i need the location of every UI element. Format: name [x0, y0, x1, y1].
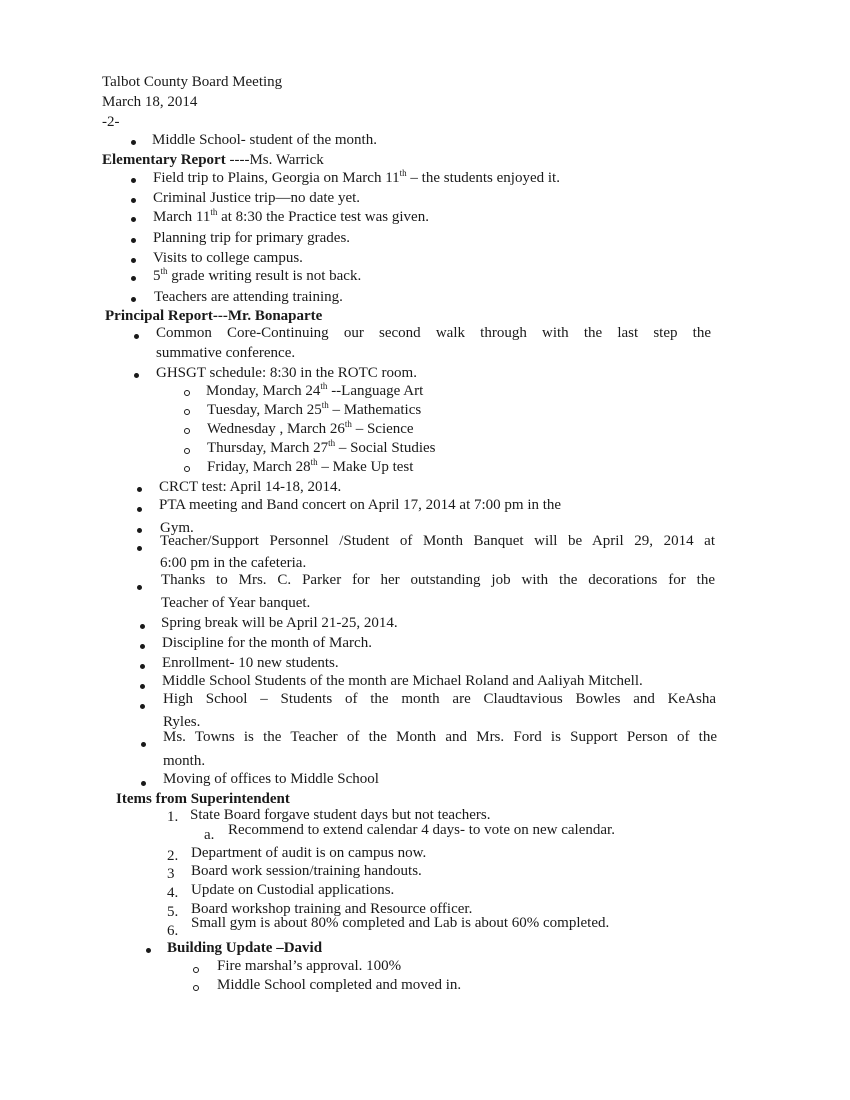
schedule-item [207, 401, 421, 419]
bullet-dot-icon [131, 178, 136, 183]
item-text: – Mathematics [328, 402, 422, 418]
item-text: Friday, March 28 [207, 459, 311, 475]
item-text: at 8:30 the Practice test was given. [217, 209, 429, 225]
bullet-dot-icon [131, 198, 136, 203]
building-item: Middle School completed and moved in. [217, 977, 462, 993]
bullet-dot-icon [131, 217, 136, 222]
list-item: High School – Students of the month are Claudtavious Bowles and KeAsha [163, 691, 716, 707]
header-title: Talbot County Board Meeting [102, 74, 283, 90]
list-item: Middle School- student of the month. [152, 132, 377, 148]
superscript: th [399, 168, 407, 178]
list-item: Enrollment- 10 new students. [162, 655, 339, 671]
bullet-circle-icon [184, 428, 190, 434]
item-text: grade writing result is not back. [167, 268, 362, 284]
list-number: 3 [167, 866, 175, 882]
list-item: Moving of offices to Middle School [163, 771, 379, 787]
list-number: 4. [167, 885, 179, 901]
item-text: Monday, March 24 [206, 383, 321, 399]
list-item-continuation: Teacher of Year banquet. [161, 595, 311, 611]
list-item-continuation: month. [163, 753, 206, 769]
list-item-continuation: Ryles. [163, 714, 201, 730]
schedule-item [207, 420, 414, 438]
list-item: Gym. [160, 520, 194, 536]
section-heading-presenter: ----Ms. Warrick [225, 152, 324, 168]
bullet-dot-icon [134, 334, 139, 339]
section-heading-superintendent: Items from Superintendent [116, 791, 290, 807]
numbered-item: State Board forgave student days but not teachers. [190, 807, 491, 823]
superscript: th [321, 400, 329, 410]
item-text: – the students enjoyed it. [406, 170, 560, 186]
bullet-dot-icon [141, 742, 146, 747]
bullet-dot-icon [137, 507, 142, 512]
superscript: th [160, 266, 168, 276]
section-heading-principal: Principal Report---Mr. Bonaparte [105, 308, 323, 324]
list-item: PTA meeting and Band concert on April 17, 2014 at 7:00 pm in the [159, 497, 562, 513]
list-number: 6. [167, 923, 179, 939]
bullet-dot-icon [140, 644, 145, 649]
list-number: 2. [167, 848, 179, 864]
section-heading-label: Elementary Report [102, 152, 226, 168]
superscript: th [328, 438, 336, 448]
bullet-dot-icon [137, 528, 142, 533]
list-item: Thanks to Mrs. C. Parker for her outstanding job with the decorations for the [161, 572, 715, 588]
superscript: th [320, 381, 328, 391]
schedule-item [207, 458, 413, 476]
numbered-item: Board workshop training and Resource officer. [191, 901, 473, 917]
list-item: Discipline for the month of March. [162, 635, 372, 651]
bullet-circle-icon [184, 448, 190, 454]
item-text: – Make Up test [317, 459, 414, 475]
numbered-item: Small gym is about 80% completed and Lab is about 60% completed. [191, 915, 610, 931]
bullet-dot-icon [131, 140, 136, 145]
list-letter: a. [204, 827, 215, 843]
section-heading-building: Building Update –David [167, 940, 323, 956]
item-text: Field trip to Plains, Georgia on March 11 [153, 170, 400, 186]
item-text: – Science [351, 421, 414, 437]
list-item-continuation: 6:00 pm in the cafeteria. [160, 555, 307, 571]
bullet-circle-icon [193, 967, 199, 973]
page-number: -2- [102, 114, 120, 130]
numbered-item: Department of audit is on campus now. [191, 845, 427, 861]
list-item [153, 267, 361, 285]
building-item: Fire marshal’s approval. 100% [217, 958, 402, 974]
numbered-subitem: Recommend to extend calendar 4 days- to vote on new calendar. [228, 822, 615, 838]
superscript: th [210, 207, 218, 217]
list-item: CRCT test: April 14-18, 2014. [159, 479, 342, 495]
item-text: Thursday, March 27 [207, 440, 329, 456]
list-item [153, 208, 429, 226]
numbered-item: Update on Custodial applications. [191, 882, 395, 898]
list-item: Middle School Students of the month are Michael Roland and Aaliyah Mitchell. [162, 673, 643, 689]
bullet-circle-icon [184, 390, 190, 396]
bullet-dot-icon [141, 781, 146, 786]
list-item: Ms. Towns is the Teacher of the Month and Mrs. Ford is Support Person of the [163, 729, 717, 745]
list-item: Teacher/Support Personnel /Student of Month Banquet will be April 29, 2014 at [160, 533, 715, 549]
bullet-dot-icon [137, 487, 142, 492]
bullet-dot-icon [137, 546, 142, 551]
list-item: GHSGT schedule: 8:30 in the ROTC room. [156, 365, 417, 381]
bullet-dot-icon [137, 585, 142, 590]
bullet-dot-icon [140, 664, 145, 669]
numbered-item: Board work session/training handouts. [191, 863, 422, 879]
list-item [153, 169, 560, 187]
item-text: Wednesday , March 26 [207, 421, 345, 437]
bullet-dot-icon [131, 297, 136, 302]
list-number: 1. [167, 809, 179, 825]
bullet-circle-icon [193, 985, 199, 991]
bullet-dot-icon [134, 373, 139, 378]
bullet-dot-icon [140, 704, 145, 709]
bullet-dot-icon [131, 238, 136, 243]
list-item: Visits to college campus. [153, 250, 303, 266]
bullet-circle-icon [184, 466, 190, 472]
superscript: th [310, 457, 318, 467]
schedule-item [206, 382, 423, 400]
bullet-dot-icon [140, 624, 145, 629]
list-item: Criminal Justice trip—no date yet. [153, 190, 361, 206]
header-date: March 18, 2014 [102, 94, 198, 110]
list-item-continuation: summative conference. [156, 345, 296, 361]
bullet-circle-icon [184, 409, 190, 415]
item-text: – Social Studies [335, 440, 436, 456]
item-text: --Language Art [327, 383, 424, 399]
schedule-item [207, 439, 436, 457]
bullet-dot-icon [131, 258, 136, 263]
section-heading-elementary [102, 151, 324, 169]
item-text: 5 [153, 268, 161, 284]
bullet-dot-icon [146, 948, 151, 953]
list-item: Planning trip for primary grades. [153, 230, 351, 246]
bullet-dot-icon [140, 684, 145, 689]
list-number: 5. [167, 904, 179, 920]
bullet-dot-icon [131, 276, 136, 281]
item-text: Tuesday, March 25 [207, 402, 322, 418]
list-item: Teachers are attending training. [154, 289, 343, 305]
list-item: Common Core-Continuing our second walk through with the last step the [156, 325, 711, 341]
item-text: March 11 [153, 209, 211, 225]
superscript: th [344, 419, 352, 429]
list-item: Spring break will be April 21-25, 2014. [161, 615, 398, 631]
